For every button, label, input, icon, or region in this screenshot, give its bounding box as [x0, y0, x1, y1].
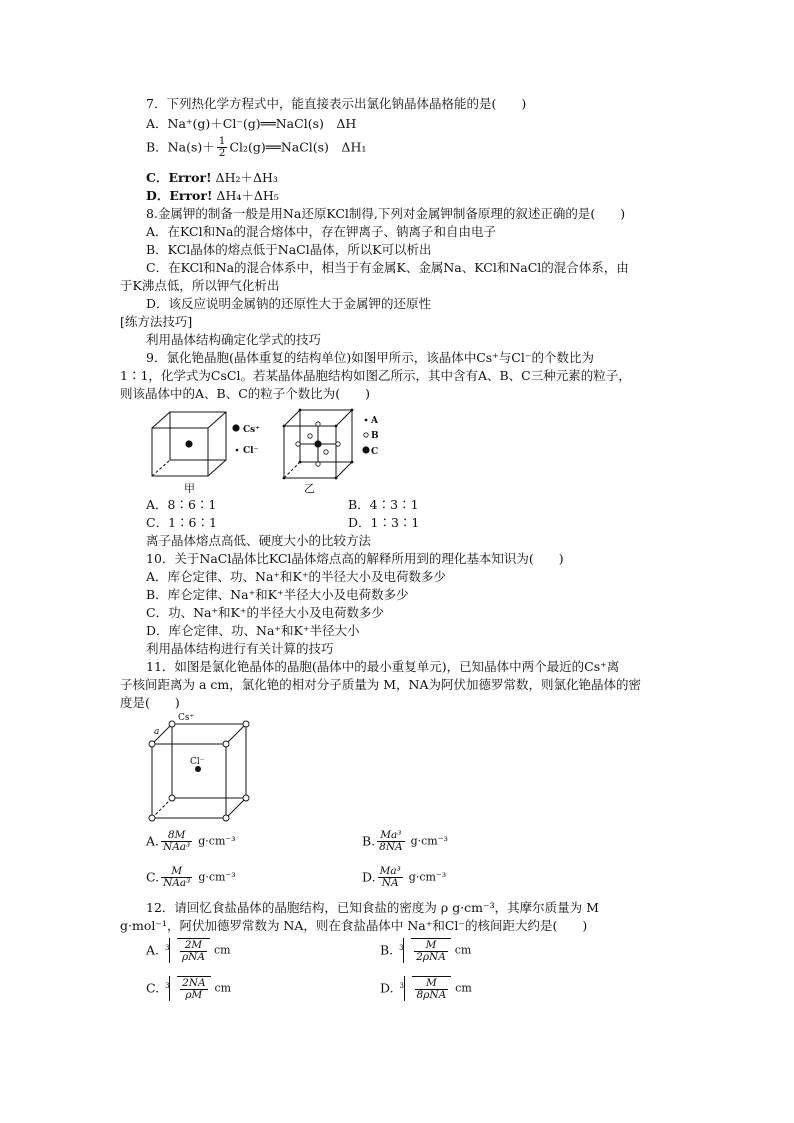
q11-option-b: [362, 830, 448, 860]
q8-option-b: B．KCl晶体的熔点低于NaCl晶体，所以K可以析出: [146, 242, 432, 257]
q7-b-fraction: [217, 136, 228, 159]
q11-c-den: NAa³: [163, 877, 191, 889]
q9-option-c: C．1∶6∶1: [146, 515, 217, 530]
q12-c-num: 2NA: [182, 977, 206, 989]
q11-cscl-cell-figure: [140, 712, 260, 824]
q10-option-a: A．库仑定律、功、Na⁺和K⁺的半径大小及电荷数多少: [146, 569, 446, 584]
q7-d-post: ΔH₄＋ΔH₅: [212, 188, 279, 203]
q8-option-c-line2: 于K沸点低，所以钾气化析出: [120, 278, 280, 293]
q11-a-den: NAa³: [163, 841, 191, 853]
q11-d-num: Ma³: [379, 865, 401, 877]
q11-a-label: A.: [146, 833, 160, 849]
q10-option-d: D．库仑定律、功、Na⁺和K⁺半径大小: [146, 623, 360, 638]
q9-stem-2: 1∶1，化学式为CsCl。若某晶体晶胞结构如图乙所示，其中含有A、B、C三种元素的粒子，: [120, 368, 631, 383]
legend-b-label: B: [371, 431, 379, 441]
q12-option-a: [146, 938, 231, 972]
q11-c-num: M: [161, 866, 192, 878]
q8-option-c-line1: C．在KCl和Na的混合体系中，相当于有金属K、金属Na、KCl和NaCl的混合体系，由: [146, 260, 629, 275]
q12-a-label: A.: [146, 942, 160, 958]
q12-c-unit: cm: [214, 981, 232, 995]
q11-option-c: [146, 866, 236, 896]
legend-a-dot: [365, 419, 368, 422]
q12-a-root: [163, 938, 210, 963]
q11-stem-1: 11．如图是氯化铯晶体的晶胞(晶体中的最小重复单元)，已知晶体中两个最近的Cs⁺离: [146, 659, 620, 674]
q7-option-a: A．Na⁺(g)＋Cl⁻(g)══NaCl(s) ΔH: [146, 116, 357, 131]
q7-b-num: 1: [218, 135, 226, 147]
q9-option-a: A．8∶6∶1: [146, 497, 217, 512]
q8-stem: 8.金属钾的制备一般是用Na还原KCl制得,下列对金属钾制备原理的叙述正确的是( ): [146, 206, 626, 221]
q9-figures: [140, 404, 400, 496]
q11-b-num: Ma³: [377, 830, 404, 842]
fig-cs-label: Cs⁺: [178, 713, 195, 723]
section-heading: [练方法技巧]: [120, 314, 193, 329]
q12-a-unit: cm: [213, 943, 231, 957]
q9-option-d: D．1∶3∶1: [348, 515, 420, 530]
q11-c-label: C.: [146, 869, 160, 885]
q11-stem-2: 子核间距离为 a cm，氯化铯的相对分子质量为 M，NA为阿伏加德罗常数，则氯化铯晶体的密: [120, 677, 641, 692]
q8-option-d: D．该反应说明金属钠的还原性大于金属钾的还原性: [146, 296, 432, 311]
q7-option-c: [146, 170, 278, 186]
q7-d-error: D．Error!: [146, 188, 213, 203]
q12-d-label: D.: [380, 980, 394, 996]
q7-stem: 7．下列热化学方程式中，能直接表示出氯化钠晶体晶格能的是( ): [146, 96, 527, 111]
q12-d-den: 8ρNA: [416, 989, 447, 1001]
q12-a-fraction: [180, 940, 207, 963]
fig-jia-label: 甲: [184, 482, 195, 495]
q11-d-den: NA: [381, 877, 399, 889]
q11-d-label: D.: [362, 869, 376, 885]
q12-b-root: [397, 938, 451, 963]
q12-stem-1: 12．请回忆食盐晶体的晶胞结构，已知食盐的密度为 ρ g·cm⁻³，其摩尔质量为 M: [146, 900, 599, 915]
q7-b-den: 2: [218, 147, 226, 159]
q11-a-num: 8M: [161, 830, 192, 842]
legend-cs-dot: [232, 424, 239, 431]
q11-d-unit: g·cm⁻³: [408, 870, 447, 884]
fig-cl-label: Cl⁻: [190, 757, 205, 767]
legend-a-label: A: [371, 416, 378, 426]
q12-option-d: [380, 976, 472, 1010]
q11-a-unit: g·cm⁻³: [198, 834, 236, 848]
q12-b-num: M: [414, 940, 448, 952]
cs-ion-center: [185, 440, 192, 447]
q9-stem-1: 9．氯化铯晶胞(晶体重复的结构单位)如图甲所示，该晶体中Cs⁺与Cl⁻的个数比为: [146, 350, 594, 365]
q12-c-den: ρM: [185, 989, 203, 1001]
q12-c-label: C.: [146, 980, 160, 996]
q11-a-fraction: [161, 830, 192, 853]
q12-b-unit: cm: [454, 943, 472, 957]
c-particle-center: [314, 440, 321, 447]
q12-a-root-index: 3: [165, 944, 170, 952]
fig-yi-label: 乙: [304, 482, 315, 495]
q11-option-a: [146, 830, 236, 860]
q12-d-fraction: [415, 978, 449, 1001]
q9-option-b: B．4∶3∶1: [348, 497, 419, 512]
q12-c-root-index: 3: [165, 982, 170, 990]
q7-c-error: C．Error!: [146, 170, 212, 185]
q12-d-unit: cm: [455, 981, 472, 995]
q11-d-fraction: [378, 866, 403, 889]
q10-option-b: B．库仑定律、Na⁺和K⁺半径大小及电荷数多少: [146, 587, 409, 602]
q11-c-fraction: [161, 866, 192, 889]
q7-option-d: [146, 188, 279, 204]
legend-c-label: C: [371, 447, 379, 457]
q12-a-den: ρNA: [182, 951, 205, 963]
q12-c-fraction: [180, 978, 207, 1001]
legend-cs-label: Cs⁺: [243, 425, 260, 435]
q12-b-label: B.: [380, 942, 394, 958]
tip-formula: 利用晶体结构确定化学式的技巧: [146, 332, 322, 347]
tip-calculation: 利用晶体结构进行有关计算的技巧: [146, 641, 334, 656]
q11-option-d: [362, 866, 446, 896]
legend-c-dot: [362, 446, 369, 453]
q11-b-fraction: [377, 830, 404, 853]
q12-a-num: 2M: [180, 940, 207, 952]
q11-b-label: B.: [362, 833, 376, 849]
q8-option-a: A．在KCl和Na的混合熔体中，存在钾离子、钠离子和自由电子: [146, 224, 496, 239]
q12-d-root-index: 3: [399, 982, 405, 990]
q12-d-root: [398, 976, 452, 1001]
q12-b-fraction: [414, 940, 448, 963]
q7-c-post: ΔH₂＋ΔH₃: [211, 170, 278, 185]
q12-b-root-index: 3: [399, 944, 404, 952]
legend-cl-label: Cl⁻: [243, 446, 259, 456]
q9-stem-3: 则该晶体中的A、B、C的粒子个数比为( ): [120, 386, 371, 401]
q7-b-post: Cl₂(g)══NaCl(s) ΔH₁: [229, 139, 367, 155]
q10-stem: 10．关于NaCl晶体比KCl晶体熔点高的解释所用到的理化基本知识为( ): [146, 551, 564, 566]
q11-stem-3: 度是( ): [120, 695, 180, 710]
q7-option-b: [146, 136, 366, 164]
legend-b-dot: [364, 433, 368, 437]
q12-c-root: [163, 976, 210, 1001]
q12-option-c: [146, 976, 231, 1010]
legend-cl-dot: [236, 449, 239, 452]
q11-c-unit: g·cm⁻³: [198, 870, 236, 884]
q11-b-unit: g·cm⁻³: [410, 834, 448, 848]
q10-option-c: C．功、Na⁺和K⁺的半径大小及电荷数多少: [146, 605, 384, 620]
q12-option-b: [380, 938, 471, 972]
q12-d-num: M: [415, 978, 449, 990]
q7-b-pre: B．Na(s)＋: [146, 139, 215, 155]
q12-stem-2: g·mol⁻¹，阿伏加德罗常数为 NA，则在食盐晶体中 Na⁺和Cl⁻的核间距大约是( ): [120, 918, 588, 933]
q12-b-den: 2ρNA: [416, 951, 446, 963]
fig-edge-a-label: a: [154, 727, 160, 737]
q11-b-den: 8NA: [379, 841, 403, 853]
tip-melting: 离子晶体熔点高低、硬度大小的比较方法: [146, 533, 372, 548]
